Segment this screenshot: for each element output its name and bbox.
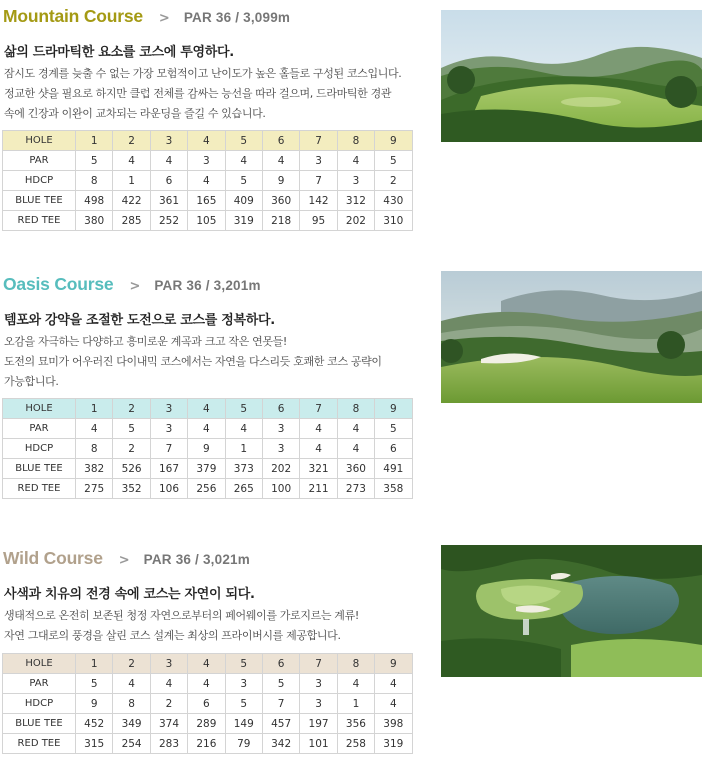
- table-cell: 349: [113, 714, 150, 734]
- table-cell: 9: [76, 694, 113, 714]
- wild-course-photo: [441, 545, 702, 677]
- table-cell: 4: [337, 151, 374, 171]
- scorecard-table: [2, 130, 413, 231]
- table-cell: 3: [225, 674, 262, 694]
- table-cell: 149: [225, 714, 262, 734]
- table-cell: 380: [76, 211, 113, 231]
- course-name: Oasis Course: [3, 274, 114, 294]
- header-cell: 6: [262, 654, 299, 674]
- table-cell: 5: [76, 674, 113, 694]
- table-cell: 252: [150, 211, 187, 231]
- table-cell: 4: [337, 419, 374, 439]
- table-cell: 95: [300, 211, 337, 231]
- table-cell: 202: [262, 459, 299, 479]
- table-cell: 4: [150, 151, 187, 171]
- table-cell: 258: [337, 734, 374, 754]
- table-row: [3, 694, 413, 714]
- table-header-row: [3, 131, 413, 151]
- row-label: BLUE TEE: [3, 714, 76, 734]
- header-cell: HOLE: [3, 399, 76, 419]
- header-cell: 8: [337, 654, 374, 674]
- header-cell: 7: [300, 131, 337, 151]
- table-cell: 4: [375, 694, 412, 714]
- header-cell: 6: [262, 131, 299, 151]
- header-cell: 6: [262, 399, 299, 419]
- header-cell: 7: [300, 654, 337, 674]
- table-cell: 3: [262, 439, 299, 459]
- table-cell: 1: [225, 439, 262, 459]
- table-cell: 356: [337, 714, 374, 734]
- table-cell: 398: [375, 714, 412, 734]
- row-label: BLUE TEE: [3, 459, 76, 479]
- table-cell: 382: [76, 459, 113, 479]
- description-line: 정교한 샷을 필요로 하지만 클럽 전체를 감싸는 능선을 따라 걸으며, 드라마틱한 경관: [4, 87, 392, 100]
- table-cell: 4: [225, 151, 262, 171]
- table-cell: 526: [113, 459, 150, 479]
- table-cell: 5: [225, 694, 262, 714]
- table-cell: 4: [113, 151, 150, 171]
- table-cell: 310: [375, 211, 412, 231]
- table-cell: 106: [150, 479, 187, 499]
- table-cell: 315: [76, 734, 113, 754]
- table-cell: 202: [337, 211, 374, 231]
- table-cell: 342: [262, 734, 299, 754]
- table-cell: 321: [300, 459, 337, 479]
- oasis-course-photo: [441, 271, 702, 403]
- course-name: Mountain Course: [3, 6, 143, 26]
- table-cell: 273: [337, 479, 374, 499]
- table-cell: 216: [188, 734, 225, 754]
- header-cell: 9: [375, 654, 412, 674]
- table-row: [3, 191, 413, 211]
- table-cell: 6: [188, 694, 225, 714]
- table-cell: 289: [188, 714, 225, 734]
- table-cell: 265: [225, 479, 262, 499]
- description-line: 잠시도 경계를 늦출 수 없는 가장 모험적이고 난이도가 높은 홀들로 구성된 코스입니다.: [4, 67, 402, 80]
- table-cell: 275: [76, 479, 113, 499]
- table-cell: 319: [375, 734, 412, 754]
- header-cell: 2: [113, 131, 150, 151]
- scorecard-table: [2, 653, 413, 754]
- table-cell: 358: [375, 479, 412, 499]
- table-cell: 4: [150, 674, 187, 694]
- table-cell: 361: [150, 191, 187, 211]
- table-row: [3, 439, 413, 459]
- row-label: RED TEE: [3, 734, 76, 754]
- table-cell: 9: [262, 171, 299, 191]
- table-cell: 167: [150, 459, 187, 479]
- table-cell: 218: [262, 211, 299, 231]
- table-cell: 457: [262, 714, 299, 734]
- table-row: [3, 171, 413, 191]
- course-par-distance: PAR 36 / 3,021m: [143, 552, 250, 567]
- table-cell: 4: [337, 674, 374, 694]
- table-cell: 142: [300, 191, 337, 211]
- header-cell: 7: [300, 399, 337, 419]
- table-cell: 409: [225, 191, 262, 211]
- row-label: RED TEE: [3, 211, 76, 231]
- scorecard-table: [2, 398, 413, 499]
- description-line: 오감을 자극하는 다양하고 흥미로운 계곡과 크고 작은 연못들!: [4, 335, 287, 348]
- course-title-row: [3, 548, 250, 574]
- table-cell: 498: [76, 191, 113, 211]
- row-label: PAR: [3, 151, 76, 171]
- course-par-distance: PAR 36 / 3,099m: [183, 10, 291, 25]
- table-cell: 4: [113, 674, 150, 694]
- course-description: [4, 606, 424, 646]
- table-cell: 352: [113, 479, 150, 499]
- table-cell: 165: [188, 191, 225, 211]
- table-cell: 6: [375, 439, 412, 459]
- table-row: [3, 419, 413, 439]
- table-row: [3, 674, 413, 694]
- table-cell: 5: [76, 151, 113, 171]
- table-cell: 211: [300, 479, 337, 499]
- header-cell: 4: [188, 654, 225, 674]
- table-cell: 374: [150, 714, 187, 734]
- table-cell: 283: [150, 734, 187, 754]
- table-cell: 360: [262, 191, 299, 211]
- table-cell: 5: [375, 419, 412, 439]
- row-label: HDCP: [3, 171, 76, 191]
- table-cell: 4: [76, 419, 113, 439]
- table-cell: 5: [225, 171, 262, 191]
- table-row: [3, 714, 413, 734]
- header-cell: 2: [113, 654, 150, 674]
- table-cell: 8: [76, 439, 113, 459]
- course-headline: 사색과 치유의 전경 속에 코스는 자연이 되다.: [4, 587, 255, 602]
- course-description: [4, 332, 424, 392]
- table-cell: 3: [188, 151, 225, 171]
- chevron-right-icon: >: [118, 553, 130, 568]
- table-cell: 452: [76, 714, 113, 734]
- table-cell: 100: [262, 479, 299, 499]
- table-cell: 285: [113, 211, 150, 231]
- table-cell: 4: [225, 419, 262, 439]
- table-cell: 6: [150, 171, 187, 191]
- table-cell: 101: [300, 734, 337, 754]
- table-cell: 4: [188, 674, 225, 694]
- header-cell: 8: [337, 399, 374, 419]
- table-header-row: [3, 654, 413, 674]
- description-line: 자연 그대로의 풍경을 살린 코스 설계는 최상의 프라이버시를 제공합니다.: [4, 629, 341, 642]
- table-cell: 7: [300, 171, 337, 191]
- header-cell: 8: [337, 131, 374, 151]
- table-cell: 3: [150, 419, 187, 439]
- header-cell: 2: [113, 399, 150, 419]
- course-description: [4, 64, 424, 124]
- course-headline: 템포와 강약을 조절한 도전으로 코스를 정복하다.: [4, 313, 275, 328]
- description-line: 도전의 묘미가 어우러진 다이내믹 코스에서는 자연을 다스리듯 호쾌한 코스 공략이: [4, 355, 382, 368]
- table-row: [3, 734, 413, 754]
- table-cell: 4: [262, 151, 299, 171]
- table-cell: 3: [262, 419, 299, 439]
- course-headline: 삶의 드라마틱한 요소를 코스에 투영하다.: [4, 45, 234, 60]
- table-cell: 4: [188, 171, 225, 191]
- table-cell: 4: [375, 674, 412, 694]
- table-row: [3, 459, 413, 479]
- table-cell: 8: [76, 171, 113, 191]
- header-cell: 1: [76, 399, 113, 419]
- row-label: HDCP: [3, 439, 76, 459]
- table-cell: 3: [337, 171, 374, 191]
- table-cell: 491: [375, 459, 412, 479]
- table-cell: 4: [300, 419, 337, 439]
- table-cell: 2: [113, 439, 150, 459]
- table-cell: 2: [150, 694, 187, 714]
- table-cell: 4: [300, 439, 337, 459]
- table-cell: 3: [300, 151, 337, 171]
- header-cell: HOLE: [3, 654, 76, 674]
- table-cell: 4: [188, 419, 225, 439]
- table-cell: 5: [113, 419, 150, 439]
- mountain-course-photo: [441, 10, 702, 142]
- table-cell: 1: [337, 694, 374, 714]
- header-cell: 5: [225, 399, 262, 419]
- table-cell: 379: [188, 459, 225, 479]
- table-cell: 7: [262, 694, 299, 714]
- row-label: RED TEE: [3, 479, 76, 499]
- header-cell: 1: [76, 131, 113, 151]
- description-line: 가능합니다.: [4, 375, 59, 388]
- table-header-row: [3, 399, 413, 419]
- table-cell: 1: [113, 171, 150, 191]
- chevron-right-icon: >: [129, 279, 141, 294]
- table-cell: 254: [113, 734, 150, 754]
- header-cell: 3: [150, 654, 187, 674]
- row-label: PAR: [3, 674, 76, 694]
- description-line: 속에 긴장과 이완이 교차되는 라운딩을 즐길 수 있습니다.: [4, 107, 266, 120]
- table-cell: 4: [337, 439, 374, 459]
- table-cell: 8: [113, 694, 150, 714]
- header-cell: 9: [375, 399, 412, 419]
- header-cell: 9: [375, 131, 412, 151]
- row-label: HDCP: [3, 694, 76, 714]
- course-title-row: [3, 274, 261, 300]
- header-cell: 5: [225, 131, 262, 151]
- table-cell: 312: [337, 191, 374, 211]
- row-label: BLUE TEE: [3, 191, 76, 211]
- table-cell: 5: [262, 674, 299, 694]
- table-cell: 319: [225, 211, 262, 231]
- row-label: PAR: [3, 419, 76, 439]
- table-cell: 2: [375, 171, 412, 191]
- header-cell: 3: [150, 131, 187, 151]
- table-cell: 422: [113, 191, 150, 211]
- header-cell: 4: [188, 131, 225, 151]
- table-cell: 79: [225, 734, 262, 754]
- description-line: 생태적으로 온전히 보존된 청정 자연으로부터의 페어웨이를 가로지르는 계류!: [4, 609, 359, 622]
- table-cell: 105: [188, 211, 225, 231]
- table-cell: 360: [337, 459, 374, 479]
- table-cell: 3: [300, 674, 337, 694]
- chevron-right-icon: >: [158, 11, 170, 26]
- table-cell: 7: [150, 439, 187, 459]
- table-cell: 256: [188, 479, 225, 499]
- table-row: [3, 211, 413, 231]
- table-row: [3, 479, 413, 499]
- table-cell: 9: [188, 439, 225, 459]
- header-cell: 3: [150, 399, 187, 419]
- course-name: Wild Course: [3, 548, 103, 568]
- header-cell: HOLE: [3, 131, 76, 151]
- header-cell: 4: [188, 399, 225, 419]
- course-par-distance: PAR 36 / 3,201m: [154, 278, 261, 293]
- table-cell: 430: [375, 191, 412, 211]
- table-cell: 3: [300, 694, 337, 714]
- course-title-row: [3, 6, 290, 32]
- header-cell: 5: [225, 654, 262, 674]
- table-cell: 197: [300, 714, 337, 734]
- header-cell: 1: [76, 654, 113, 674]
- table-row: [3, 151, 413, 171]
- table-cell: 5: [375, 151, 412, 171]
- table-cell: 373: [225, 459, 262, 479]
